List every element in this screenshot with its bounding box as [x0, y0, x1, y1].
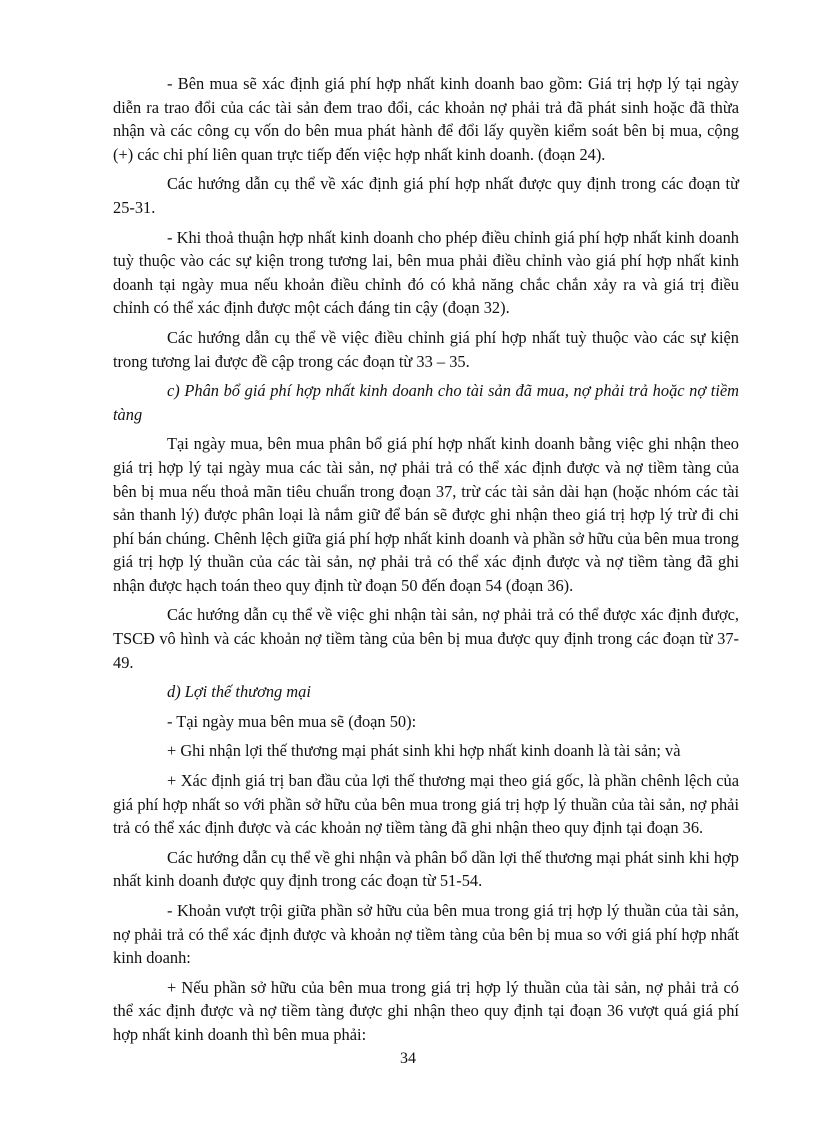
paragraph-acquisition-date: - Tại ngày mua bên mua sẽ (đoạn 50): — [167, 711, 417, 731]
paragraph-adjustment-guidance: Các hướng dẫn cụ thể về việc điều chỉnh giá phí hợp nhất tuỳ thuộc vào các sự kiện trong tương lai được đề cập trong các đoạn từ 33 – 35. — [113, 327, 739, 371]
paragraph-goodwill-asset: + Ghi nhận lợi thế thương mại phát sinh khi hợp nhất kinh doanh là tài sản; và — [167, 741, 681, 761]
paragraph-recognition-guidance: Các hướng dẫn cụ thể về việc ghi nhận tài sản, nợ phải trả có thể được xác định được, TSCĐ vô hình và các khoản nợ tiềm tàng của bên bị mua được quy định trong các đoạn từ 37-49. — [113, 605, 739, 672]
document-body — [113, 72, 739, 1053]
paragraph-excess: - Khoản vượt trội giữa phần sở hữu của bên mua trong giá trị hợp lý thuần của tài sản, nợ phải trả có thể xác định được và khoản nợ tiềm tàng của bên bị mua so với giá phí hợp nhất kinh doanh: — [113, 901, 739, 968]
paragraph-excess-treatment: + Nếu phần sở hữu của bên mua trong giá trị hợp lý thuần của tài sản, nợ phải trả có thể xác định được và nợ tiềm tàng được ghi nhận theo quy định tại đoạn 36 vượt quá giá phí hợp nhất kinh doanh thì bên mua phải: — [113, 977, 739, 1044]
paragraph-purchase-cost: - Bên mua sẽ xác định giá phí hợp nhất kinh doanh bao gồm: Giá trị hợp lý tại ngày diễn ra trao đổi của các tài sản đem trao đổi, các khoản nợ phải trả đã phát sinh hoặc đã thừa nhận và các công cụ vốn do bên mua phát hành để đổi lấy quyền kiểm soát bên bị mua, cộng (+) các chi phí liên quan trực tiếp đến việc hợp nhất kinh doanh. (đoạn 24). — [113, 74, 739, 164]
section-heading-allocation: c) Phân bổ giá phí hợp nhất kinh doanh cho tài sản đã mua, nợ phải trả hoặc nợ tiềm tàng — [113, 381, 739, 424]
paragraph-goodwill-measure: + Xác định giá trị ban đầu của lợi thế thương mại theo giá gốc, là phần chênh lệch của giá phí hợp nhất so với phần sở hữu của bên mua trong giá trị hợp lý thuần của tài sản, nợ phải trả có thể xác định được và các khoản nợ tiềm tàng đã ghi nhận theo quy định tại đoạn 36. — [113, 771, 739, 838]
paragraph-cost-guidance: Các hướng dẫn cụ thể về xác định giá phí hợp nhất được quy định trong các đoạn từ 25-31. — [113, 174, 739, 217]
paragraph-allocation: Tại ngày mua, bên mua phân bổ giá phí hợp nhất kinh doanh bằng việc ghi nhận theo giá trị hợp lý tại ngày mua các tài sản, nợ phải trả có thể xác định được và nợ tiềm tàng của bên bị mua nếu thoả mãn tiêu chuẩn trong đoạn 37, trừ các tài sản dài hạn (hoặc nhóm các tài sản thanh lý) được phân loại là nắm giữ để bán sẽ được ghi nhận theo giá trị hợp lý trừ đi chi phí bán chúng. Chênh lệch giữa giá phí hợp nhất kinh doanh và phần sở hữu của bên mua trong giá trị hợp lý thuần của các tài sản, nợ phải trả có thể xác định được và nợ tiềm tàng đã ghi nhận được hạch toán theo quy định từ đoạn 50 đến đoạn 54 (đoạn 36). — [113, 434, 739, 595]
page-number: 34 — [400, 1050, 416, 1067]
paragraph-cost-adjustment: - Khi thoả thuận hợp nhất kinh doanh cho phép điều chỉnh giá phí hợp nhất kinh doanh tuỳ thuộc vào các sự kiện trong tương lai, bên mua phải điều chỉnh vào giá phí hợp nhất kinh doanh tại ngày mua nếu khoản điều chỉnh đó có khả năng chắc chắn xảy ra và giá trị điều chỉnh có thể xác định được một cách đáng tin cậy (đoạn 32). — [113, 227, 739, 318]
section-heading-goodwill: d) Lợi thế thương mại — [167, 682, 311, 702]
paragraph-goodwill-guidance: Các hướng dẫn cụ thể về ghi nhận và phân bổ dần lợi thế thương mại phát sinh khi hợp nhất kinh doanh được quy định trong các đoạn từ 51-54. — [113, 847, 739, 891]
